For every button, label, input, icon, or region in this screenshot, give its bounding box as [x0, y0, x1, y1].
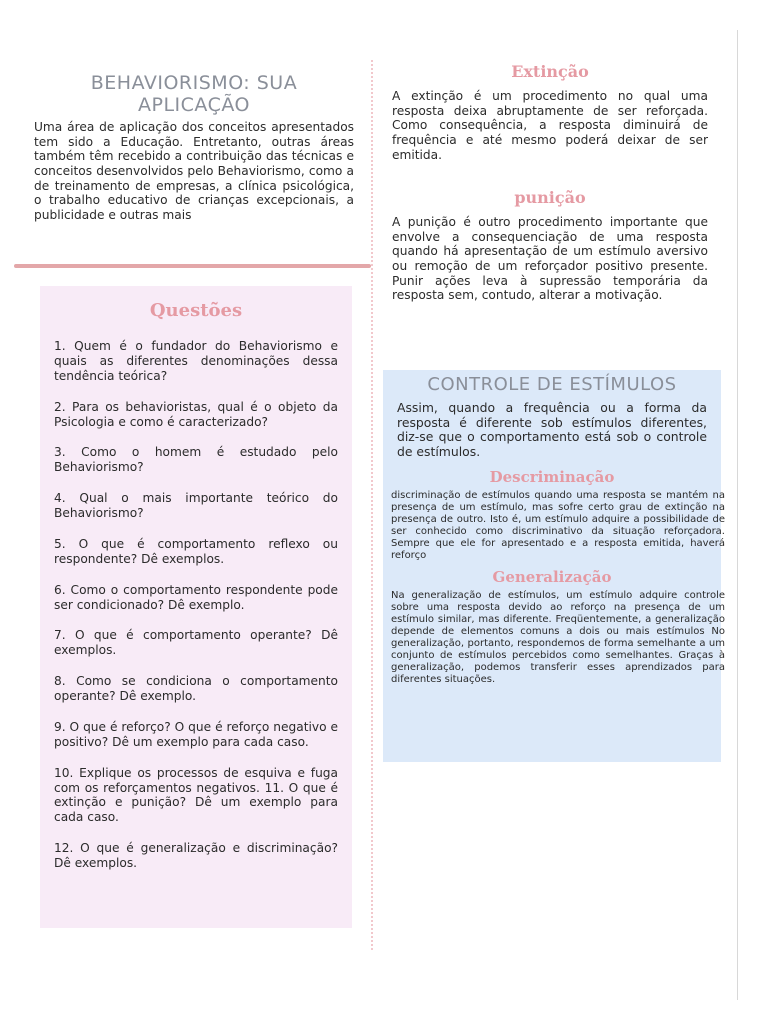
question-item: 6. Como o comportamento respondente pode ser condicionado? Dê exemplo.	[54, 582, 338, 612]
question-item: 5. O que é comportamento reflexo ou respondente? Dê exemplos.	[54, 536, 338, 566]
generalization-title: Generalização	[492, 567, 612, 586]
questions-title: Questões	[149, 300, 243, 321]
stimulus-control-title: CONTROLE DE ESTÍMULOS	[427, 374, 677, 395]
question-item: 9. O que é reforço? O que é reforço negativo e positivo? Dê um exemplo para cada caso.	[54, 719, 338, 749]
question-item: 7. O que é comportamento operante? Dê exemplos.	[54, 628, 338, 658]
intro-text: Uma área de aplicação dos conceitos apresentados tem sido a Educação. Entretanto, outras áreas também têm recebido a contribuição das técnicas e conceitos desenvolvidos pelo Behaviorismo, como a de treinamento de empresas, a clínica psicológica, o trabalho educativo de crianças excepcionais, a publicidade e outras mais	[34, 120, 354, 222]
question-item: 12. O que é generalização e discriminação? Dê exemplos.	[54, 841, 338, 870]
question-item: 4. Qual o mais importante teórico do Behaviorismo?	[54, 491, 338, 520]
extinction-text: A extinção é um procedimento no qual uma resposta deixa abruptamente de ser reforçada. Como consequência, a resposta diminuirá de frequência e até mesmo poderá deixar de ser emitida.	[392, 89, 708, 162]
question-item: 3. Como o homem é estudado pelo Behaviorismo?	[54, 445, 338, 475]
page-edge-line	[737, 30, 738, 1000]
extinction-section	[392, 62, 708, 162]
stimulus-control-panel	[383, 370, 725, 762]
question-item: 1. Quem é o fundador do Behaviorismo e quais as diferentes denominações dessa tendência teórica?	[54, 339, 338, 383]
discrimination-title: Descriminação	[489, 467, 615, 486]
punishment-text: A punição é outro procedimento importante que envolve a consequenciação de uma resposta quando há apresentação de um estímulo aversivo ou remoção de um reforçador positivo presente. Punir ações leva à supressão temporária da resposta sem, contudo, alterar a motivação.	[392, 215, 708, 303]
discrimination-text: discriminação de estímulos quando uma resposta se mantém na presença de um estímulo, mas sofre certo grau de extinção na presença de outro. Isto é, um estímulo adquire a possibilidade de ser conhecido como discriminativo da situação reforçadora. Sempre que ele for apresentado e a resposta emitida, haverá reforço	[391, 489, 725, 561]
generalization-text: Na generalização de estímulos, um estímulo adquire controle sobre uma resposta devido ao reforço na presença de um estímulo similar, mas diferente. Freqüentemente, a generalização depende de elementos comuns a dois ou mais estímulos No generalização, portanto, respondemos de forma semelhante a um conjunto de estímulos percebidos como semelhantes. Graças à generalização, podemos transferir esses aprendizados para diferentes situações.	[391, 589, 725, 685]
section-divider	[14, 264, 371, 268]
questions-list	[54, 339, 338, 871]
intro-section	[34, 72, 354, 222]
punishment-title: punição	[514, 188, 586, 207]
punishment-section	[392, 188, 708, 303]
question-item: 10. Explique os processos de esquiva e fuga com os reforçamentos negativos. 11. O que é extinção e punição? Dê um exemplo para cada caso.	[54, 765, 338, 825]
question-item: 8. Como se condiciona o comportamento operante? Dê exemplo.	[54, 674, 338, 703]
question-item: 2. Para os behavioristas, qual é o objeto da Psicologia e como é caracterizado?	[54, 399, 338, 429]
column-divider	[371, 60, 373, 950]
stimulus-control-text: Assim, quando a frequência ou a forma da resposta é diferente sob estímulos diferentes, diz-se que o comportamento está sob o controle de estímulos.	[397, 400, 707, 459]
intro-title: BEHAVIORISMO: SUA APLICAÇÃO	[90, 72, 298, 116]
extinction-title: Extinção	[511, 62, 589, 81]
questions-panel	[40, 286, 352, 928]
